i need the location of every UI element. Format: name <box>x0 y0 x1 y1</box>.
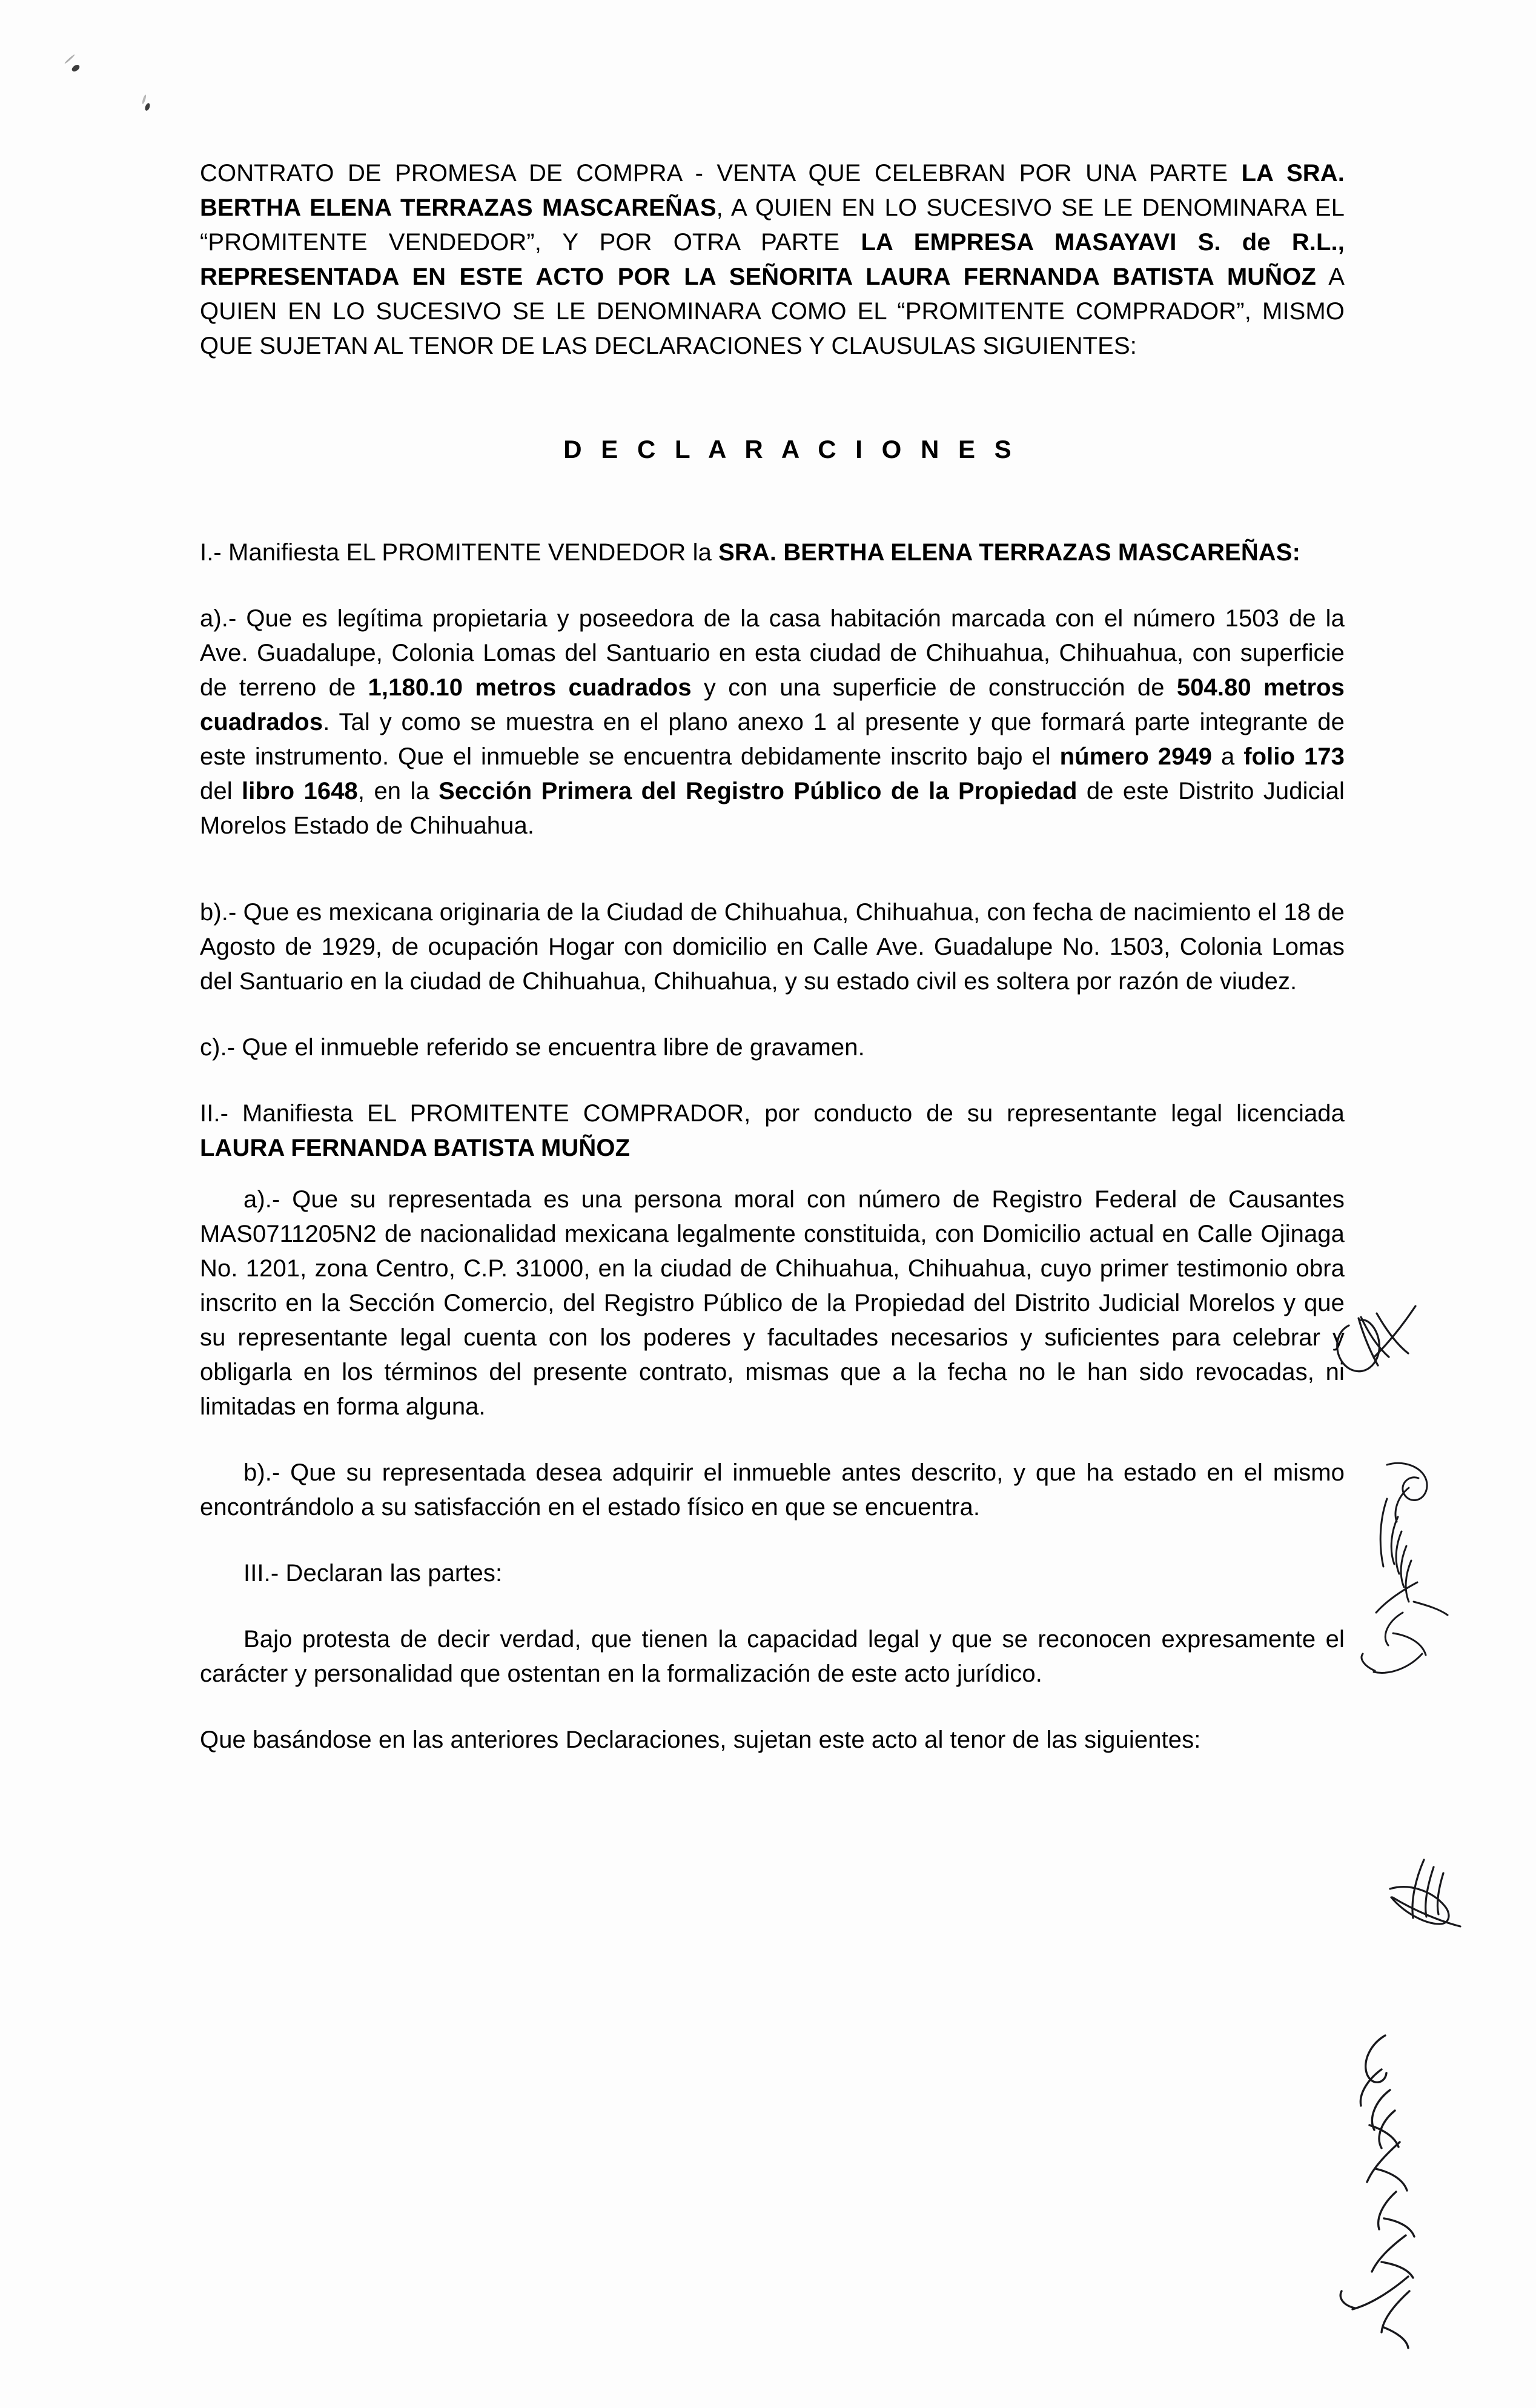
scan-speck-icon <box>71 64 81 73</box>
signature-bertha-elena-terrazas <box>1323 2017 1457 2357</box>
clause-I-item-b: b).- Que es mexicana originaria de la Ciudad de Chihuahua, Chihuahua, con fecha de nacimiento el 18 de Agosto de 1929, de ocupación Hogar con domicilio en Calle Ave. Guadalupe No. 1503, Colonia Lomas del Santuario en la ciudad de Chihuahua, Chihuahua, y su estado civil es soltera por razón de viudez. <box>200 899 1345 995</box>
clause-II-item-a: a).- Que su representada es una persona moral con número de Registro Federal de Causantes MAS0711205N2 de nacionalidad mexicana legalmente constituida, con Domicilio actual en Calle Ojinaga No. 1201, zona Centro, C.P. 31000, en la ciudad de Chihuahua, Chihuahua, cuyo primer testimonio obra inscrito en la Sección Comercio, del Registro Público de la Propiedad del Distrito Judicial Morelos y que su representante legal cuenta con los poderes y facultades necesarios y suficientes para celebrar y obligarla en los términos del presente contrato, mismas que a la fecha no le han sido revocadas, ni limitadas en forma alguna. <box>200 1186 1345 1420</box>
clause-I-item-a: a).- Que es legítima propietaria y poseedora de la casa habitación marcada con el número 1503 de la Ave. Guadalupe, Colonia Lomas del Santuario en esta ciudad de Chihuahua, Chihuahua, con superficie de terreno de 1,180.10 metros cuadrados y con una superficie de construcción de 504.80 metros cuadrados. Tal y como se muestra en el plano anexo 1 al presente y que formará parte integrante de este instrumento. Que el inmueble se encuentra debidamente inscrito bajo el número 2949 a folio 173 del libro 1648, en la Sección Primera del Registro Público de la Propiedad de este Distrito Judicial Morelos Estado de Chihuahua. <box>200 605 1345 839</box>
spacer <box>200 1691 1345 1723</box>
spacer <box>200 1591 1345 1622</box>
signature-rubric-lower <box>1366 1854 1481 1969</box>
clause-II-intro: II.- Manifiesta EL PROMITENTE COMPRADOR, por conducto de su representante legal licenciada LAURA FERNANDA BATISTA MUÑOZ <box>200 1100 1345 1161</box>
clause-I-intro: I.- Manifiesta EL PROMITENTE VENDEDOR la SRA. BERTHA ELENA TERRAZAS MASCAREÑAS: <box>200 539 1300 566</box>
spacer <box>200 1166 1345 1182</box>
scan-speck-icon <box>142 95 147 104</box>
spacer <box>200 1525 1345 1556</box>
scan-speck-icon <box>64 54 75 64</box>
closing-paragraph: Que basándose en las anteriores Declaraciones, sujetan este acto al tenor de las siguientes: <box>200 1726 1201 1753</box>
spacer <box>200 843 1345 895</box>
declaraciones-heading: D E C L A R A C I O N E S <box>563 435 1018 463</box>
spacer <box>200 999 1345 1030</box>
document-body <box>200 156 1345 1757</box>
spacer <box>200 464 1345 536</box>
spacer <box>200 570 1345 602</box>
preamble-paragraph: CONTRATO DE PROMESA DE COMPRA - VENTA QUE CELEBRAN POR UNA PARTE LA SRA. BERTHA ELENA TERRAZAS MASCAREÑAS, A QUIEN EN LO SUCESIVO SE LE DENOMINARA EL “PROMITENTE VENDEDOR”, Y POR OTRA PARTE LA EMPRESA MASAYAVI S. de R.L., REPRESENTADA EN ESTE ACTO POR LA SEÑORITA LAURA FERNANDA BATISTA MUÑOZ A QUIEN EN LO SUCESIVO SE LE DENOMINARA COMO EL “PROMITENTE COMPRADOR”, MISMO QUE SUJETAN AL TENOR DE LAS DECLARACIONES Y CLAUSULAS SIGUIENTES: <box>200 160 1345 359</box>
spacer <box>200 363 1345 435</box>
clause-III-body: Bajo protesta de decir verdad, que tienen la capacidad legal y que se reconocen expresamente el carácter y personalidad que ostentan en la formalización de este acto jurídico. <box>200 1626 1345 1687</box>
scan-speck-icon <box>144 102 151 111</box>
clause-III-intro: III.- Declaran las partes: <box>243 1560 503 1587</box>
signature-laura-fernanda-batista <box>1351 1454 1472 1720</box>
clause-II-item-b: b).- Que su representada desea adquirir el inmueble antes descrito, y que ha estado en el mismo encontrándolo a su satisfacción en el estado físico en que se encuentra. <box>200 1459 1345 1521</box>
spacer <box>200 1424 1345 1456</box>
clause-I-item-c: c).- Que el inmueble referido se encuentra libre de gravamen. <box>200 1034 865 1061</box>
spacer <box>200 1065 1345 1096</box>
